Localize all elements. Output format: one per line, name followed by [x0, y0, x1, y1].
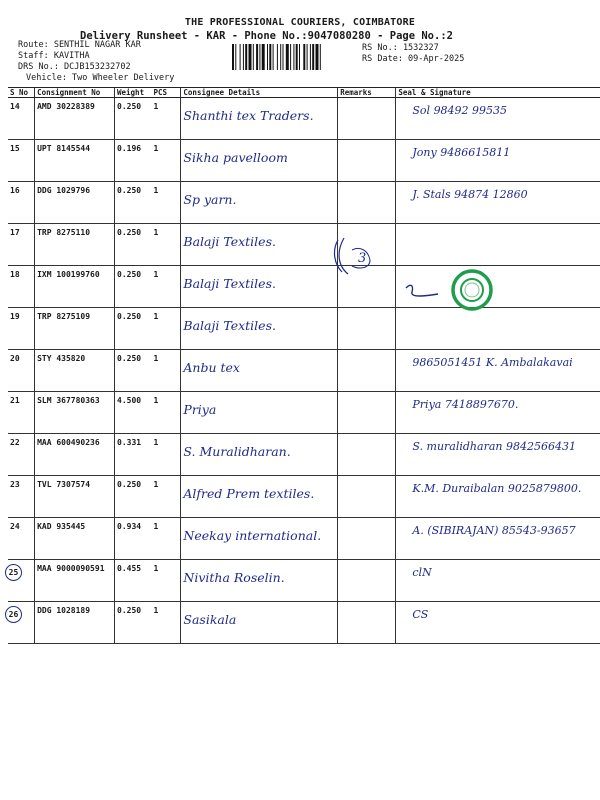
green-seal-stamp — [448, 266, 496, 314]
col-weight: Weight — [115, 88, 152, 98]
consignment-value: AMD 30228389 — [37, 102, 95, 111]
pcs-value: 1 — [153, 270, 159, 279]
signature-handwriting: Sol 98492 99535 — [412, 104, 508, 117]
table-row — [8, 140, 600, 182]
runsheet-table — [8, 87, 600, 644]
col-sno: S No — [8, 88, 35, 98]
sno-value: 14 — [10, 102, 20, 111]
sno-value: 23 — [10, 480, 20, 489]
consignee-cell — [181, 602, 338, 644]
signature-cell — [396, 98, 600, 140]
sno-value: 15 — [10, 144, 20, 153]
table-header-row — [8, 88, 600, 98]
consignment-cell — [35, 182, 115, 224]
sno-value: 17 — [10, 228, 20, 237]
remarks-cell — [338, 182, 396, 224]
pcs-cell — [151, 140, 180, 182]
signature-cell — [396, 434, 600, 476]
consignee-handwriting: Balaji Textiles. — [183, 234, 276, 249]
signature-handwriting: 9865051451 K. Ambalakavai — [412, 356, 573, 369]
weight-cell — [115, 182, 152, 224]
signature-handwriting: Priya 7418897670. — [412, 398, 519, 411]
pcs-value: 1 — [153, 228, 159, 237]
weight-value: 0.455 — [117, 564, 142, 573]
consignee-handwriting: S. Muralidharan. — [183, 444, 291, 459]
vehicle-label: Vehicle: Two Wheeler Delivery — [26, 73, 175, 83]
margin-scribble — [330, 236, 380, 276]
consignee-handwriting: Balaji Textiles. — [183, 318, 276, 333]
consignment-cell — [35, 98, 115, 140]
table-row — [8, 98, 600, 140]
consignment-value: MAA 600490236 — [37, 438, 100, 447]
remarks-cell — [338, 308, 396, 350]
table-row — [8, 350, 600, 392]
route-label: Route: SENTHIL NAGAR KAR — [18, 40, 141, 50]
consignment-value: SLM 367780363 — [37, 396, 100, 405]
weight-value: 0.250 — [117, 186, 142, 195]
rs-date: RS Date: 09-Apr-2025 — [362, 54, 465, 64]
consignment-cell — [35, 602, 115, 644]
sno-cell — [8, 350, 35, 392]
pcs-value: 1 — [153, 480, 159, 489]
consignment-cell — [35, 224, 115, 266]
pcs-cell — [151, 182, 180, 224]
consignee-cell — [181, 350, 338, 392]
table-row — [8, 266, 600, 308]
sno-cell — [8, 602, 35, 644]
consignee-cell — [181, 98, 338, 140]
col-signature: Seal & Signature — [396, 88, 600, 98]
col-pcs: PCS — [151, 88, 180, 98]
signature-cell — [396, 350, 600, 392]
weight-cell — [115, 476, 152, 518]
signature-cell — [396, 308, 600, 350]
pcs-value: 1 — [153, 396, 159, 405]
weight-value: 0.250 — [117, 228, 142, 237]
sno-cell — [8, 392, 35, 434]
pcs-value: 1 — [153, 606, 159, 615]
consignee-cell — [181, 392, 338, 434]
page-title: THE PROFESSIONAL COURIERS, COIMBATORE — [184, 17, 416, 28]
pcs-value: 1 — [153, 102, 159, 111]
weight-value: 0.250 — [117, 606, 142, 615]
weight-value: 0.250 — [117, 312, 142, 321]
consignee-cell — [181, 434, 338, 476]
circled-serial-number: 26 — [5, 606, 22, 623]
signature-cell — [396, 560, 600, 602]
weight-cell — [115, 518, 152, 560]
table-row — [8, 434, 600, 476]
sno-cell — [8, 98, 35, 140]
consignment-cell — [35, 140, 115, 182]
remarks-cell — [338, 602, 396, 644]
signature-handwriting: K.M. Duraibalan 9025879800. — [412, 482, 582, 495]
signature-handwriting: clN — [412, 566, 432, 579]
pcs-cell — [151, 392, 180, 434]
pcs-value: 1 — [153, 438, 159, 447]
signature-cell — [396, 224, 600, 266]
weight-value: 0.250 — [117, 270, 142, 279]
remarks-cell — [338, 476, 396, 518]
consignment-cell — [35, 518, 115, 560]
pcs-value: 1 — [153, 144, 159, 153]
sno-cell — [8, 560, 35, 602]
remarks-cell — [338, 434, 396, 476]
pcs-value: 1 — [153, 354, 159, 363]
sno-cell — [8, 182, 35, 224]
col-consignee: Consignee Details — [181, 88, 338, 98]
weight-value: 0.250 — [117, 102, 142, 111]
consignee-cell — [181, 140, 338, 182]
rs-number: RS No.: 1532327 — [362, 43, 439, 53]
weight-value: 0.250 — [117, 354, 142, 363]
consignee-handwriting: Sp yarn. — [183, 192, 237, 207]
sno-cell — [8, 308, 35, 350]
consignee-cell — [181, 266, 338, 308]
signature-cell — [396, 392, 600, 434]
consignee-handwriting: Anbu tex — [183, 360, 240, 375]
pcs-value: 1 — [153, 522, 159, 531]
sno-cell — [8, 518, 35, 560]
table-row — [8, 224, 600, 266]
signature-cell — [396, 518, 600, 560]
consignee-handwriting: Sikha pavelloom — [183, 150, 288, 165]
margin-mark: 3 — [358, 251, 367, 266]
weight-cell — [115, 224, 152, 266]
consignee-handwriting: Alfred Prem textiles. — [183, 486, 315, 501]
seal-signature-mark — [402, 282, 442, 302]
col-remarks: Remarks — [338, 88, 396, 98]
consignee-handwriting: Balaji Textiles. — [183, 276, 276, 291]
consignment-value: TRP 8275109 — [37, 312, 91, 321]
pcs-cell — [151, 266, 180, 308]
table-row — [8, 182, 600, 224]
runsheet-meta-left — [18, 40, 141, 73]
barcode — [232, 44, 354, 70]
consignment-value: TRP 8275110 — [37, 228, 91, 237]
weight-value: 0.196 — [117, 144, 142, 153]
pcs-cell — [151, 602, 180, 644]
col-consignment: Consignment No — [35, 88, 115, 98]
pcs-cell — [151, 350, 180, 392]
sno-cell — [8, 224, 35, 266]
consignment-value: STY 435820 — [37, 354, 86, 363]
circled-serial-number: 25 — [5, 564, 22, 581]
pcs-cell — [151, 98, 180, 140]
pcs-value: 1 — [153, 312, 159, 321]
weight-cell — [115, 266, 152, 308]
consignment-cell — [35, 560, 115, 602]
sno-value: 20 — [10, 354, 20, 363]
pcs-cell — [151, 476, 180, 518]
signature-handwriting: J. Stals 94874 12860 — [412, 188, 528, 201]
consignment-value: TVL 7307574 — [37, 480, 91, 489]
pcs-value: 1 — [153, 564, 159, 573]
weight-cell — [115, 98, 152, 140]
weight-cell — [115, 308, 152, 350]
consignee-cell — [181, 518, 338, 560]
drs-number: DRS No.: DCJB153232702 — [18, 62, 131, 72]
consignee-handwriting: Nivitha Roselin. — [183, 570, 285, 585]
remarks-cell — [338, 350, 396, 392]
consignment-value: DDG 1029796 — [37, 186, 91, 195]
table-row — [8, 602, 600, 644]
consignee-cell — [181, 308, 338, 350]
consignment-cell — [35, 392, 115, 434]
table-row — [8, 308, 600, 350]
consignee-handwriting: Priya — [183, 402, 217, 417]
consignment-cell — [35, 434, 115, 476]
consignee-cell — [181, 560, 338, 602]
sno-value: 19 — [10, 312, 20, 321]
consignee-handwriting: Shanthi tex Traders. — [183, 108, 314, 123]
remarks-cell — [338, 98, 396, 140]
sno-cell — [8, 140, 35, 182]
weight-cell — [115, 434, 152, 476]
pcs-value: 1 — [153, 186, 159, 195]
consignment-value: MAA 9000090591 — [37, 564, 105, 573]
pcs-cell — [151, 434, 180, 476]
page-subtitle: Delivery Runsheet - KAR - Phone No.:9047080280 - Page No.:2 — [80, 30, 453, 42]
consignee-cell — [181, 476, 338, 518]
consignment-cell — [35, 308, 115, 350]
consignment-cell — [35, 476, 115, 518]
sno-value: 16 — [10, 186, 20, 195]
sno-cell — [8, 476, 35, 518]
signature-cell — [396, 182, 600, 224]
sno-cell — [8, 266, 35, 308]
consignment-value: KAD 935445 — [37, 522, 86, 531]
consignment-value: DDG 1028189 — [37, 606, 91, 615]
weight-value: 0.250 — [117, 480, 142, 489]
pcs-cell — [151, 518, 180, 560]
signature-cell — [396, 602, 600, 644]
signature-cell — [396, 476, 600, 518]
table-row — [8, 392, 600, 434]
pcs-cell — [151, 560, 180, 602]
signature-handwriting: S. muralidharan 9842566431 — [412, 440, 576, 453]
consignee-handwriting: Sasikala — [183, 612, 237, 627]
sno-value: 21 — [10, 396, 20, 405]
signature-handwriting: A. (SIBIRAJAN) 85543-93657 — [412, 524, 576, 537]
sno-value: 22 — [10, 438, 20, 447]
pcs-cell — [151, 308, 180, 350]
consignee-cell — [181, 224, 338, 266]
weight-cell — [115, 602, 152, 644]
consignee-handwriting: Neekay international. — [183, 528, 322, 543]
remarks-cell — [338, 392, 396, 434]
consignment-value: IXM 100199760 — [37, 270, 100, 279]
weight-value: 4.500 — [117, 396, 142, 405]
sno-value: 24 — [10, 522, 20, 531]
table-row — [8, 476, 600, 518]
weight-cell — [115, 350, 152, 392]
sno-cell — [8, 434, 35, 476]
staff-label: Staff: KAVITHA — [18, 51, 90, 61]
consignment-cell — [35, 350, 115, 392]
remarks-cell — [338, 560, 396, 602]
signature-handwriting: CS — [412, 608, 429, 621]
weight-value: 0.934 — [117, 522, 142, 531]
weight-cell — [115, 392, 152, 434]
consignment-value: UPT 8145544 — [37, 144, 91, 153]
consignee-cell — [181, 182, 338, 224]
signature-handwriting: Jony 9486615811 — [412, 146, 511, 159]
signature-cell — [396, 140, 600, 182]
pcs-cell — [151, 224, 180, 266]
consignment-cell — [35, 266, 115, 308]
table-row — [8, 518, 600, 560]
table-row — [8, 560, 600, 602]
weight-cell — [115, 560, 152, 602]
remarks-cell — [338, 518, 396, 560]
remarks-cell — [338, 140, 396, 182]
runsheet-meta-right — [362, 43, 464, 65]
sno-value: 18 — [10, 270, 20, 279]
weight-value: 0.331 — [117, 438, 142, 447]
weight-cell — [115, 140, 152, 182]
